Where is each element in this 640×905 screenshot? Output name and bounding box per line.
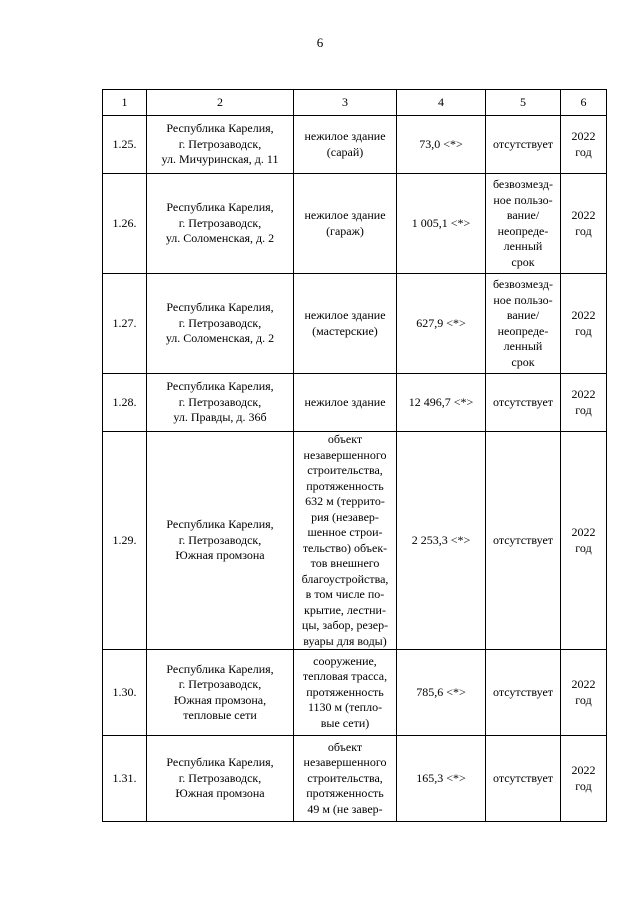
property-table [102, 89, 607, 822]
encumbrance-cell: отсутствует [486, 650, 561, 736]
table-row [103, 116, 607, 174]
area-cell: 2 253,3 <*> [397, 432, 486, 650]
header-col-5: 5 [486, 90, 561, 116]
object-cell: объект незавершенного строительства, протяженность 632 м (террито- рия (незавер- шенное строи- тельство) объек- тов внешнего благоустройства, в том числе по- крытие, лестни- цы, забор, резер- вуары для воды) [294, 432, 397, 650]
table-row [103, 374, 607, 432]
year-cell: 2022 год [561, 274, 607, 374]
row-number: 1.27. [103, 274, 147, 374]
address-cell: Республика Карелия, г. Петрозаводск, ул. Мичуринская, д. 11 [147, 116, 294, 174]
header-row [103, 90, 607, 116]
area-cell: 785,6 <*> [397, 650, 486, 736]
address-cell: Республика Карелия, г. Петрозаводск, Южная промзона [147, 432, 294, 650]
object-cell: нежилое здание (мастерские) [294, 274, 397, 374]
address-cell: Республика Карелия, г. Петрозаводск, ул. Правды, д. 36б [147, 374, 294, 432]
area-cell: 165,3 <*> [397, 736, 486, 822]
year-cell: 2022 год [561, 116, 607, 174]
year-cell: 2022 год [561, 736, 607, 822]
header-col-3: 3 [294, 90, 397, 116]
area-cell: 1 005,1 <*> [397, 174, 486, 274]
table-header [103, 90, 607, 116]
area-cell: 12 496,7 <*> [397, 374, 486, 432]
row-number: 1.30. [103, 650, 147, 736]
encumbrance-cell: безвозмезд- ное пользо- вание/ неопреде- ленный срок [486, 274, 561, 374]
encumbrance-cell: отсутствует [486, 432, 561, 650]
object-cell: нежилое здание [294, 374, 397, 432]
row-number: 1.25. [103, 116, 147, 174]
encumbrance-cell: отсутствует [486, 736, 561, 822]
header-col-6: 6 [561, 90, 607, 116]
table-row [103, 432, 607, 650]
address-cell: Республика Карелия, г. Петрозаводск, ул. Соломенская, д. 2 [147, 174, 294, 274]
row-number: 1.29. [103, 432, 147, 650]
object-cell: нежилое здание (сарай) [294, 116, 397, 174]
encumbrance-cell: отсутствует [486, 116, 561, 174]
row-number: 1.26. [103, 174, 147, 274]
header-col-4: 4 [397, 90, 486, 116]
address-cell: Республика Карелия, г. Петрозаводск, ул. Соломенская, д. 2 [147, 274, 294, 374]
object-cell: объект незавершенного строительства, протяженность 49 м (не завер- [294, 736, 397, 822]
object-cell: сооружение, тепловая трасса, протяженность 1130 м (тепло- вые сети) [294, 650, 397, 736]
year-cell: 2022 год [561, 374, 607, 432]
table-row [103, 736, 607, 822]
row-number: 1.28. [103, 374, 147, 432]
table-row [103, 274, 607, 374]
row-number: 1.31. [103, 736, 147, 822]
year-cell: 2022 год [561, 174, 607, 274]
encumbrance-cell: отсутствует [486, 374, 561, 432]
table-body [103, 116, 607, 822]
table-row [103, 650, 607, 736]
page-number: 6 [316, 35, 324, 50]
year-cell: 2022 год [561, 432, 607, 650]
encumbrance-cell: безвозмезд- ное пользо- вание/ неопреде- ленный срок [486, 174, 561, 274]
header-col-1: 1 [103, 90, 147, 116]
object-cell: нежилое здание (гараж) [294, 174, 397, 274]
area-cell: 73,0 <*> [397, 116, 486, 174]
header-col-2: 2 [147, 90, 294, 116]
table-row [103, 174, 607, 274]
area-cell: 627,9 <*> [397, 274, 486, 374]
address-cell: Республика Карелия, г. Петрозаводск, Южная промзона, тепловые сети [147, 650, 294, 736]
address-cell: Республика Карелия, г. Петрозаводск, Южная промзона [147, 736, 294, 822]
year-cell: 2022 год [561, 650, 607, 736]
